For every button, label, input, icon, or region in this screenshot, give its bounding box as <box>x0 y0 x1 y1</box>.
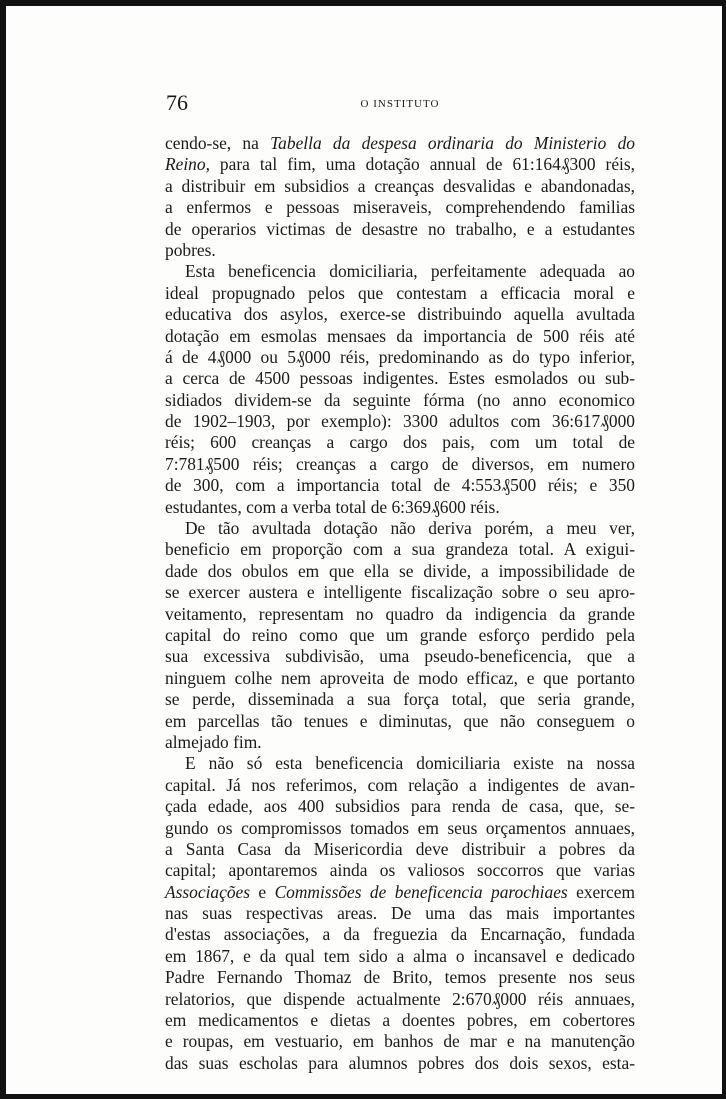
italic-text: Tabella da despesa ordinaria do Ministerio do <box>270 133 635 153</box>
text-line <box>165 796 635 817</box>
text-run: a enfermos e pessoas miseraveis, comprehendendo familias <box>165 197 635 218</box>
text-line <box>165 989 635 1010</box>
text-line <box>165 903 635 924</box>
text-line <box>165 1053 635 1074</box>
text-line <box>165 561 635 582</box>
text-line <box>165 454 635 475</box>
text-line <box>165 839 635 860</box>
text-run: E não só esta beneficencia domiciliaria existe na nossa <box>185 753 635 774</box>
text-line <box>165 860 635 881</box>
text-run: de operarios victimas de desastre no trabalho, e a estudantes <box>165 218 635 239</box>
italic-text: Associações <box>165 881 251 902</box>
text-line <box>165 390 635 411</box>
text-line <box>165 347 635 368</box>
text-line <box>165 604 635 625</box>
page-number: 76 <box>166 90 188 115</box>
text-run: almejado fim. <box>165 731 262 752</box>
text-run: em medicamentos e dietas a doentes pobres, em cobertores <box>165 1010 635 1031</box>
text-run: nas suas respectivas areas. De uma das mais importantes <box>165 903 635 924</box>
text-run: se exercer austera e intelligente fiscalização sobre o seu apro- <box>165 582 635 603</box>
text-line <box>165 967 635 988</box>
text-run: ninguem colhe nem aproveita de modo efficaz, e que portanto <box>165 667 635 688</box>
text-line <box>165 475 635 496</box>
text-line <box>165 304 635 325</box>
text-run: de 1902–1903, por exemplo): 3300 adultos com 36:617₰000 <box>165 411 635 432</box>
text-run: educativa dos asylos, exerce-se distribuindo aquella avultada <box>165 304 635 325</box>
text-run: De tão avultada dotação não deriva porém, a meu ver, <box>185 518 635 539</box>
text-line <box>165 946 635 967</box>
text-line <box>165 197 635 218</box>
text-line <box>165 261 635 282</box>
text-run: se perde, disseminada a sua força total, que seria grande, <box>165 689 635 710</box>
text-line <box>165 818 635 839</box>
text-line <box>165 432 635 453</box>
text-line <box>165 582 635 603</box>
text-run: estudantes, com a verba total de 6:369₰600 réis. <box>165 496 500 517</box>
text-run: sidiados dividem-se da seguinte fórma (no anno economico <box>165 389 635 410</box>
text-run: Esta beneficencia domiciliaria, perfeitamente adequada ao <box>185 261 635 282</box>
text-line <box>165 882 635 903</box>
text-line <box>165 219 635 240</box>
text-run: gundo os compromissos tomados em seus orçamentos annuaes, <box>165 817 635 838</box>
text-run: veitamento, representam no quadro da indigencia da grande <box>165 603 635 624</box>
page-header <box>166 90 634 120</box>
text-run: e roupas, em vestuario, em banhos de mar e na manutenção <box>165 1031 635 1052</box>
text-line <box>165 283 635 304</box>
text-run: 7:781₰500 réis; creanças a cargo de diversos, em numero <box>165 453 635 474</box>
text-line <box>165 1031 635 1052</box>
text-run: e <box>250 881 275 902</box>
text-run: em parcellas tão tenues e diminutas, que não conseguem o <box>165 710 635 731</box>
text-run: d'estas associações, a da freguezia da Encarnação, fundada <box>165 924 635 945</box>
text-run: a cerca de 4500 pessoas indigentes. Estes esmolados ou sub- <box>165 368 635 389</box>
text-run: em 1867, e da qual tem sido a alma o incansavel e dedicado <box>165 945 635 966</box>
text-run: sua excessiva subdivisão, uma pseudo-beneficencia, que a <box>165 646 635 667</box>
running-title: O INSTITUTO <box>360 98 440 110</box>
text-run: çada edade, aos 400 subsidios para renda de casa, que, se- <box>165 796 635 817</box>
text-run: pobres. <box>165 239 216 260</box>
text-run: cendo-se, na <box>165 133 271 153</box>
text-line <box>165 689 635 710</box>
text-run: exercem <box>567 881 635 902</box>
text-run: capital. Já nos referimos, com relação a indigentes de avan- <box>165 774 635 795</box>
text-run: ideal propugnado pelos que contestam a efficacia moral e <box>165 282 635 303</box>
text-line <box>165 1010 635 1031</box>
text-line <box>165 154 635 175</box>
text-line <box>165 176 635 197</box>
text-run: relatorios, que dispende actualmente 2:670₰000 réis annuaes, <box>165 988 635 1009</box>
text-line <box>165 625 635 646</box>
text-line <box>165 753 635 774</box>
text-line <box>165 539 635 560</box>
text-line <box>165 711 635 732</box>
text-line <box>165 133 635 154</box>
text-run: réis; 600 creanças a cargo dos pais, com um total de <box>165 432 635 453</box>
text-run: beneficio em proporção com a sua grandeza total. A exigui- <box>165 539 635 560</box>
text-line <box>165 326 635 347</box>
body-text <box>165 133 635 1074</box>
text-run: á de 4₰000 ou 5₰000 réis, predominando as do typo inferior, <box>165 346 635 367</box>
text-line <box>165 924 635 945</box>
text-line <box>165 240 635 261</box>
text-run: de 300, com a importancia total de 4:553₰500 réis; e 350 <box>165 475 635 496</box>
text-run: a distribuir em subsidios a creanças desvalidas e abandonadas, <box>165 175 635 196</box>
text-run: das suas escholas para alumnos pobres dos dois sexos, esta- <box>165 1052 635 1073</box>
text-run: dade dos obulos em que ella se divide, a impossibilidade de <box>165 560 635 581</box>
text-line <box>165 368 635 389</box>
text-run: a Santa Casa da Misericordia deve distribuir a pobres da <box>165 838 635 859</box>
italic-text: Reino, <box>165 154 210 175</box>
text-run: capital; apontaremos ainda os valiosos soccorros que varias <box>165 860 635 881</box>
text-line <box>165 497 635 518</box>
text-line <box>165 518 635 539</box>
text-line <box>165 668 635 689</box>
text-line <box>165 732 635 753</box>
italic-text: Commissões de beneficencia parochiaes <box>274 881 568 902</box>
text-line <box>165 646 635 667</box>
text-run: Padre Fernando Thomaz de Brito, temos presente nos seus <box>165 967 635 988</box>
text-run: dotação em esmolas mensaes da importancia de 500 réis até <box>165 325 635 346</box>
text-run: para tal fim, uma dotação annual de 61:164₰300 réis, <box>209 154 635 175</box>
text-line <box>165 775 635 796</box>
text-line <box>165 411 635 432</box>
text-run: capital do reino como que um grande esforço perdido pela <box>165 624 635 645</box>
